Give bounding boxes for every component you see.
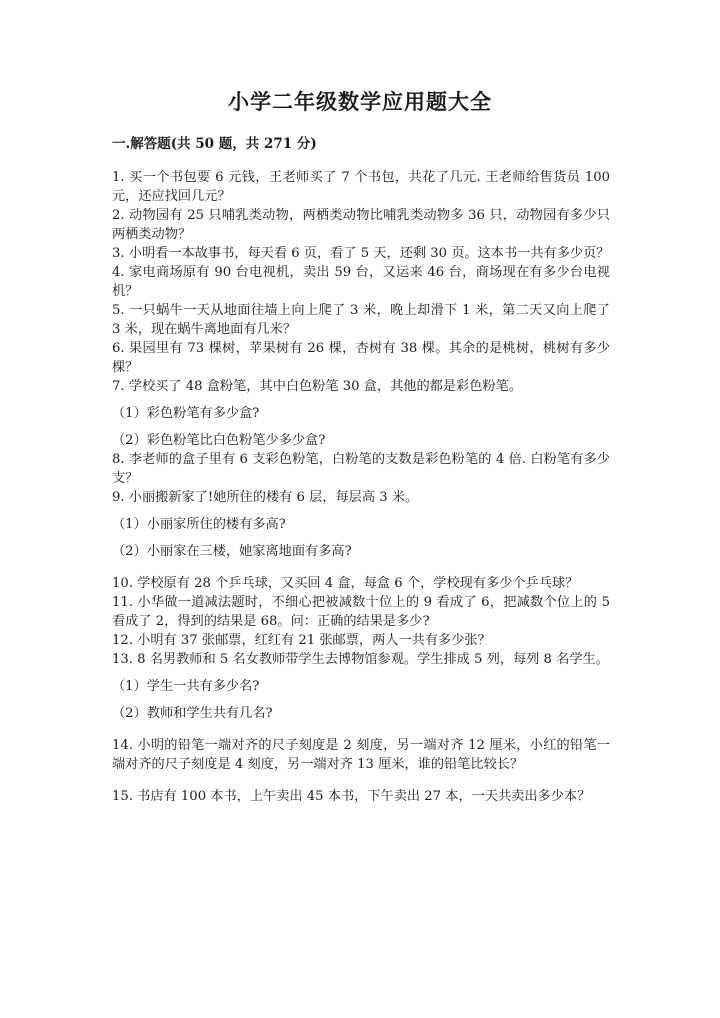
question-1: 1. 买一个书包要 6 元钱，王老师买了 7 个书包，共花了几元. 王老师给售货员 100 元，还应找回几元？ (112, 170, 610, 204)
question-13-part-1: （1）学生一共有多少名? (112, 679, 260, 694)
question-10: 10. 学校原有 28 个乒乓球，又买回 4 盒，每盒 6 个，学校现有多少个乒乓球？ (112, 576, 579, 591)
question-13: 13. 8 名男教师和 5 名女教师带学生去博物馆参观。学生排成 5 列，每列 8 名学生。 (112, 652, 609, 667)
question-6: 6. 果园里有 73 棵树，苹果树有 26 棵，杏树有 38 棵。其余的是桃树，桃树有多少棵？ (112, 341, 610, 375)
question-11: 11. 小华做一道减法题时，不细心把被减数十位上的 9 看成了 6，把减数个位上的 5 看成了 2，得到的结果是 68。问：正确的结果是多少? (112, 595, 610, 629)
question-12: 12. 小明有 37 张邮票，红红有 21 张邮票，两人一共有多少张？ (112, 633, 491, 648)
question-14: 14. 小明的铅笔一端对齐的尺子刻度是 2 刻度，另一端对齐 12 厘米，小红的铅笔一端对齐的尺子刻度是 4 刻度，另一端对齐 13 厘米，谁的铅笔比较长？ (112, 738, 610, 772)
question-13-part-2: （2）教师和学生共有几名? (112, 706, 273, 721)
section-heading: 一.解答题(共 50 题，共 271 分) (112, 136, 317, 152)
question-9: 9. 小丽搬新家了!她所住的楼有 6 层，每层高 3 米。 (112, 490, 419, 505)
question-7-part-1: （1）彩色粉笔有多少盒? (112, 406, 260, 421)
question-9-part-2: （2）小丽家在三楼，她家离地面有多高? (112, 544, 352, 559)
question-7-part-2: （2）彩色粉笔比白色粉笔少多少盒? (112, 433, 326, 448)
question-7: 7. 学校买了 48 盒粉笔，其中白色粉笔 30 盒，其他的都是彩色粉笔。 (112, 379, 522, 394)
question-list (112, 168, 610, 806)
question-9-part-1: （1）小丽家所住的楼有多高? (112, 517, 286, 532)
page-title: 小学二年级数学应用题大全 (228, 89, 492, 114)
question-3: 3. 小明看一本故事书，每天看 6 页，看了 5 天，还剩 30 页。这本书一共有多少页？ (112, 246, 610, 261)
question-2: 2. 动物园有 25 只哺乳类动物，两栖类动物比哺乳类动物多 36 只，动物园有多少只两栖类动物？ (112, 208, 610, 242)
question-4: 4. 家电商场原有 90 台电视机，卖出 59 台，又运来 46 台，商场现在有多少台电视机？ (112, 265, 610, 299)
question-15: 15. 书店有 100 本书，上午卖出 45 本书，下午卖出 27 本，一天共卖出多少本？ (112, 789, 591, 804)
question-8: 8. 李老师的盒子里有 6 支彩色粉笔，白粉笔的支数是彩色粉笔的 4 倍. 白粉笔有多少支？ (112, 452, 610, 486)
question-5: 5. 一只蜗牛一天从地面往墙上向上爬了 3 米，晚上却滑下 1 米，第二天又向上爬了 3 米，现在蜗牛离地面有几米？ (112, 303, 610, 337)
